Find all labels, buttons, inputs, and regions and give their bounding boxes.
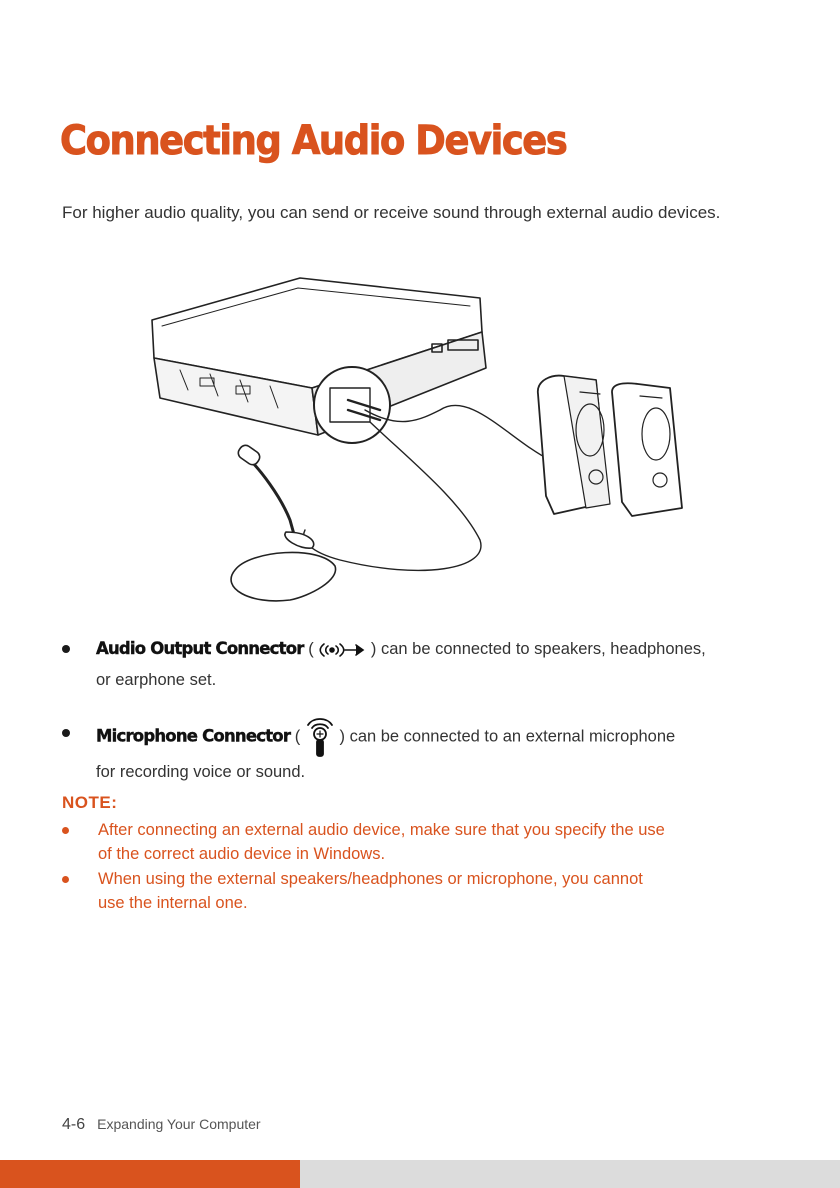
microphone-description: can be connected to an external microphone: [349, 727, 676, 746]
audio-output-icon: [318, 639, 366, 661]
microphone-connector-term: Microphone Connector: [96, 726, 291, 746]
bullet-dot: [62, 645, 70, 653]
note-text-cont: of the correct audio device in Windows.: [98, 845, 386, 863]
note-bullet-dot: [62, 827, 69, 834]
footer-bar-accent: [0, 1160, 300, 1188]
paren-close: ): [370, 640, 377, 658]
note-text: After connecting an external audio device, make sure that you specify the use: [98, 821, 665, 839]
page-footer: [62, 1116, 261, 1134]
note-bullet-dot: [62, 876, 69, 883]
chapter-title: Expanding Your Computer: [97, 1116, 261, 1132]
bullet-dot: [62, 729, 70, 737]
intro-paragraph: For higher audio quality, you can send or receive sound through external audio devices.: [62, 203, 721, 222]
footer-bar-gray: [300, 1160, 840, 1188]
page-number: 4-6: [62, 1116, 86, 1133]
microphone-icon: [305, 716, 335, 758]
paren-open: (: [308, 640, 314, 658]
note-title: NOTE:: [62, 793, 118, 812]
note-text-cont: use the internal one.: [98, 894, 248, 912]
audio-output-connector-term: Audio Output Connector: [96, 639, 304, 658]
laptop-speakers-microphone-illustration: [140, 270, 710, 615]
note-text: When using the external speakers/headphones or microphone, you cannot: [98, 870, 643, 888]
microphone-description-cont: for recording voice or sound.: [96, 763, 306, 781]
paren-close: ): [339, 727, 345, 746]
audio-output-description: can be connected to speakers, headphones,: [380, 640, 706, 658]
audio-output-description-cont: or earphone set.: [96, 671, 217, 689]
page-title: Connecting Audio Devices: [60, 118, 567, 164]
paren-open: (: [294, 727, 301, 746]
